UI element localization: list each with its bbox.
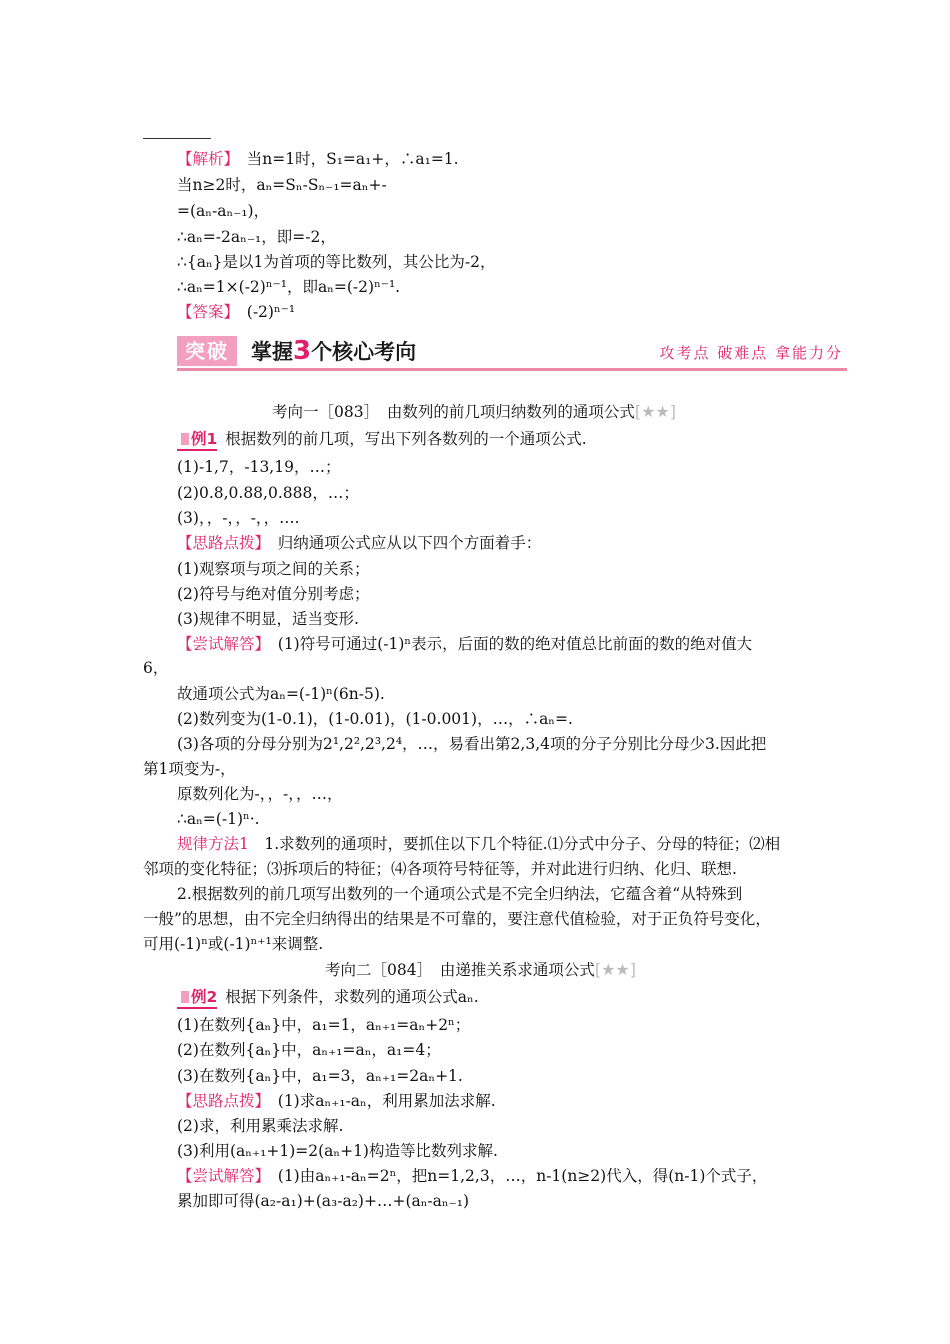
example-1-answer-5: 原数列化为-，，-，，…， bbox=[177, 785, 343, 803]
example-1-answer-4b: 第1项变为-， bbox=[143, 760, 236, 778]
example-1-question: 例1 根据数列的前几项，写出下列各数列的一个通项公式. bbox=[177, 429, 587, 451]
section-title-1: 考向一［083］ 由数列的前几项归纳数列的通项公式[★★] bbox=[272, 402, 677, 421]
answer-line: 【答案】 (-2)ⁿ⁻¹ bbox=[177, 303, 296, 321]
example-1-answer-3: (2)数列变为(1-0.1)，(1-0.01)，(1-0.001)，…，∴aₙ=. bbox=[177, 710, 573, 728]
solution-line-6: ∴aₙ=1×(-2)ⁿ⁻¹，即aₙ=(-2)ⁿ⁻¹. bbox=[177, 278, 401, 296]
solution-line-2: 当n≥2时，aₙ=Sₙ-Sₙ₋₁=aₙ+- bbox=[177, 176, 387, 194]
method-line-2: 邻项的变化特征；⑶拆项后的特征；⑷各项符号特征等，并对此进行归纳、化归、联想. bbox=[143, 860, 737, 878]
method-line-5: 可用(-1)ⁿ或(-1)ⁿ⁺¹来调整. bbox=[143, 935, 324, 953]
method-line-4: 一般”的思想，由不完全归纳得出的结果是不可靠的，要注意代值检验，对于正负符号变化， bbox=[143, 910, 771, 928]
section-title-2: 考向二［084］ 由递推关系求通项公式[★★] bbox=[325, 960, 637, 979]
example-1-item-1: (1)-1,7，-13,19，…； bbox=[177, 458, 341, 476]
example-1-answer-1b: 6， bbox=[143, 659, 169, 677]
example-1-answer-1: 【尝试解答】 (1)符号可通过(-1)ⁿ表示，后面的数的绝对值总比前面的数的绝对值大 bbox=[177, 635, 753, 653]
example-1-answer-2: 故通项公式为aₙ=(-1)ⁿ(6n-5). bbox=[177, 685, 385, 703]
example-2-tag: 例2 bbox=[177, 987, 217, 1009]
method-tag: 规律方法1 bbox=[177, 835, 249, 853]
example-2-question: 例2 根据下列条件，求数列的通项公式aₙ. bbox=[177, 987, 479, 1009]
example-2-item-3: (3)在数列{aₙ}中，a₁=3，aₙ₊₁=2aₙ+1. bbox=[177, 1067, 463, 1085]
difficulty-stars-icon: [★★] bbox=[634, 402, 677, 421]
solution-tag: 【解析】 bbox=[177, 150, 232, 168]
example-1-hint: 【思路点拨】 归纳通项公式应从以下四个方面着手： bbox=[177, 534, 542, 552]
example-1-hint-2: (2)符号与绝对值分别考虑； bbox=[177, 585, 370, 603]
example-2-answer-2: 累加即可得(a₂-a₁)+(a₃-a₂)+…+(aₙ-aₙ₋₁) bbox=[177, 1192, 470, 1210]
solution-line-5: ∴{aₙ}是以1为首项的等比数列，其公比为-2， bbox=[177, 253, 496, 271]
example-1-hint-3: (3)规律不明显，适当变形. bbox=[177, 610, 359, 628]
solution-line-4: ∴aₙ=-2aₙ₋₁，即=-2， bbox=[177, 228, 336, 246]
section-banner bbox=[177, 334, 847, 371]
example-1-answer-6: ∴aₙ=(-1)ⁿ·. bbox=[177, 810, 260, 828]
example-1-item-3: (3)，，-，，-，，…. bbox=[177, 509, 300, 527]
example-2-item-2: (2)在数列{aₙ}中，aₙ₊₁=aₙ，a₁=4； bbox=[177, 1041, 441, 1059]
banner-title: 掌握3个核心考向 bbox=[251, 336, 417, 366]
answer-tag: 【答案】 bbox=[177, 303, 232, 321]
banner-tag: 突破 bbox=[177, 336, 237, 366]
method-line-3: 2.根据数列的前几项写出数列的一个通项公式是不完全归纳法，它蕴含着“从特殊到 bbox=[177, 885, 743, 903]
difficulty-stars-icon: [★★] bbox=[594, 960, 637, 979]
example-marker-icon bbox=[181, 433, 189, 445]
example-2-answer-1: 【尝试解答】 (1)由aₙ₊₁-aₙ=2ⁿ，把n=1,2,3，…，n-1(n≥2)代入，得(n-1)个式子， bbox=[177, 1167, 768, 1185]
example-marker-icon bbox=[181, 991, 189, 1003]
example-2-hint: 【思路点拨】 (1)求aₙ₊₁-aₙ，利用累加法求解. bbox=[177, 1092, 496, 1110]
example-1-item-2: (2)0.8,0.88,0.888，…； bbox=[177, 484, 359, 502]
example-1-hint-1: (1)观察项与项之间的关系； bbox=[177, 560, 370, 578]
solution-line-3: =(aₙ-aₙ₋₁)， bbox=[177, 202, 270, 220]
banner-subtitle: 攻考点 破难点 拿能力分 bbox=[659, 344, 843, 362]
example-1-answer-4: (3)各项的分母分别为2¹,2²,2³,2⁴，…，易看出第2,3,4项的分子分别比分母少3.因此把 bbox=[177, 735, 767, 753]
example-2-hint-2: (3)利用(aₙ₊₁+1)=2(aₙ+1)构造等比数列求解. bbox=[177, 1142, 498, 1160]
example-2-item-1: (1)在数列{aₙ}中，a₁=1，aₙ₊₁=aₙ+2ⁿ； bbox=[177, 1016, 471, 1034]
example-1-tag: 例1 bbox=[177, 429, 217, 451]
example-2-hint-1: (2)求，利用累乘法求解. bbox=[177, 1117, 344, 1135]
solution-line-1: 【解析】 当n=1时，S₁=a₁+，∴a₁=1. bbox=[177, 150, 459, 168]
method-line-1: 规律方法1 1.求数列的通项时，要抓住以下几个特征.⑴分式中分子、分母的特征；⑵相 bbox=[177, 835, 781, 853]
answer-blank bbox=[143, 138, 211, 139]
